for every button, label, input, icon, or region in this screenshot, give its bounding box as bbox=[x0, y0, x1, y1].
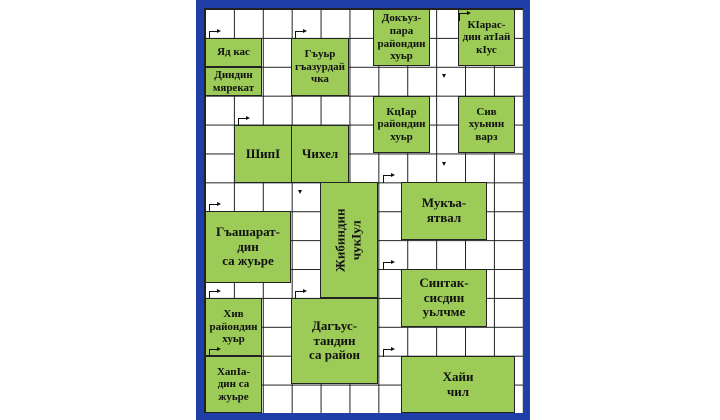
clue-khayi-chil: Хайи чил bbox=[401, 356, 515, 413]
clue-dindin: Диндин мярекат bbox=[205, 67, 262, 96]
crossword-grid[interactable] bbox=[204, 8, 523, 413]
clue-kurar: КцІар райондин хуьр bbox=[373, 96, 430, 153]
right-arrow-icon bbox=[238, 118, 246, 126]
right-arrow-icon bbox=[459, 13, 467, 21]
right-arrow-icon bbox=[209, 291, 217, 299]
right-arrow-icon bbox=[383, 175, 391, 183]
clue-khiv: Хив райондин хуьр bbox=[205, 298, 262, 356]
crossword-frame bbox=[196, 0, 530, 420]
right-arrow-icon bbox=[209, 204, 217, 212]
clue-chikhel: Чихел bbox=[291, 125, 349, 183]
down-arrow-icon bbox=[301, 185, 308, 192]
clue-dagustan: Дагъус- тандин са район bbox=[291, 298, 378, 384]
clue-guyr: Гъуьр гъазурдай чка bbox=[291, 38, 349, 96]
clue-siv: Сив хуьнин варз bbox=[458, 96, 515, 153]
clue-mukyatval: Мукъа- ятвал bbox=[401, 182, 487, 240]
down-arrow-icon bbox=[445, 157, 452, 164]
right-arrow-icon bbox=[209, 31, 217, 39]
clue-gasharat: Гъашарат- дин са жуьре bbox=[205, 211, 291, 283]
clue-yad-kas: Яд кас bbox=[205, 38, 262, 67]
right-arrow-icon bbox=[383, 349, 391, 357]
right-arrow-icon bbox=[295, 291, 303, 299]
down-arrow-icon bbox=[445, 69, 452, 76]
clue-zhibindin-text: Жибиндин чукІул bbox=[332, 208, 365, 272]
right-arrow-icon bbox=[209, 349, 217, 357]
right-arrow-icon bbox=[383, 262, 391, 270]
clue-dokuz-para: Докъуз- пара райондин хуьр bbox=[373, 9, 430, 66]
clue-sintaks: Синтак- сисдин уьлчме bbox=[401, 269, 487, 327]
clue-khapiadin: ХапІа- дин са жуьре bbox=[205, 356, 262, 413]
clue-kiarasdin: КІарас- дин атІай кІус bbox=[458, 9, 515, 66]
clue-zhibindin bbox=[320, 182, 378, 298]
clue-shipi: ШипІ bbox=[234, 125, 292, 183]
right-arrow-icon bbox=[295, 31, 303, 39]
